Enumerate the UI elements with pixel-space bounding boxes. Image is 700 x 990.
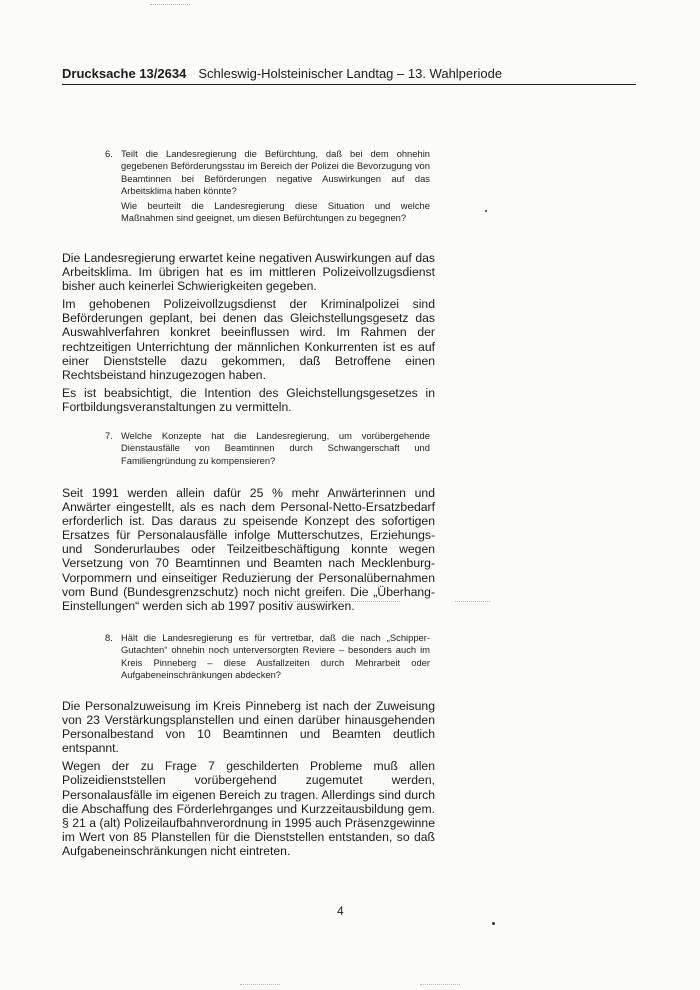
scan-artifact	[290, 601, 400, 602]
question-text: Teilt die Landesregierung die Befürchtung, daß bei dem ohnehin gegebenen Beförderungsstau im Bereich der Polizei die Bevorzugung von Beamtinnen bei Beförderungen negative Auswirkungen auf das Arbeitsklima haben könnte?	[121, 148, 430, 196]
question-text: Wie beurteilt die Landesregierung diese Situation und welche Maßnahmen sind geeignet, um diesen Befürchtungen zu begegnen?	[121, 200, 430, 224]
scan-artifact	[150, 4, 190, 5]
answer-paragraph: Die Landesregierung erwartet keine negativen Auswirkungen auf das Arbeitsklima. Im übrigen hat es im mittleren Polizeivollzugsdienst bisher auch keinerlei Schwierigkeiten gegeben.	[62, 251, 435, 294]
scan-artifact	[455, 601, 490, 602]
question-7	[105, 430, 430, 470]
answer-6	[62, 251, 435, 418]
answer-paragraph: Die Personalzuweisung im Kreis Pinneberg ist nach der Zuweisung von 23 Verstärkungsplanstellen und einen darüber hinausgehenden Personalbestand von 10 Beamtinnen und Beamten deutlich entspannt.	[62, 699, 435, 756]
question-text: Hält die Landesregierung es für vertretbar, daß die nach „Schipper-Gutachten“ ohnehin noch unterversorgten Reviere – besonders auch im Kreis Pinneberg – diese Ausfallzeiten durch Mehrarbeit oder Aufgabeneinschränkungen abdecken?	[121, 632, 430, 680]
page-number: 4	[337, 904, 344, 918]
scan-artifact	[240, 984, 280, 985]
parliament-label: Schleswig-Holsteinischer Landtag – 13. Wahlperiode	[198, 66, 503, 81]
question-text: Welche Konzepte hat die Landesregierung, um vorübergehende Dienstausfälle von Beamtinnen durch Schwangerschaft und Familiengründung zu kompensieren?	[121, 430, 430, 466]
document-number: Drucksache 13/2634	[62, 66, 187, 81]
question-8	[105, 632, 430, 684]
answer-7	[62, 486, 435, 617]
scan-artifact	[420, 984, 460, 985]
question-6	[105, 148, 430, 228]
answer-paragraph: Es ist beabsichtigt, die Intention des Gleichstellungsgesetzes in Fortbildungsveranstaltungen zu vermitteln.	[62, 385, 435, 414]
answer-paragraph: Wegen der zu Frage 7 geschilderten Probleme muß allen Polizeidienststellen vorübergehend zugemutet werden, Personalausfälle im eigenen Bereich zu tragen. Allerdings sind durch die Abschaffung des Förderlehrganges und Kurzzeitausbildung gem. § 21 a (alt) Polizeilaufbahnverordnung in 1995 auch Präsenzgewinne im Wert von 85 Planstellen für die Dienststellen entstanden, so daß Aufgabeneinschränkungen nicht eintreten.	[62, 759, 435, 858]
header-rule	[62, 84, 636, 85]
question-number: 8.	[105, 632, 113, 643]
answer-paragraph: Seit 1991 werden allein dafür 25 % mehr Anwärterinnen und Anwärter eingestellt, als es nach dem Personal-Netto-Ersatzbedarf erforderlich ist. Das daraus zu speisende Konzept des sofortigen Ersatzes für Personalausfälle infolge Mutterschutzes, Erziehungs- und Sonderurlaubes oder Teilzeitbeschäftigung konnte wegen Versetzung von 70 Beamtinnen und Beamten nach Mecklenburg-Vorpommern und einseitiger Reduzierung der Personalübernahmen vom Bund (Bundesgrenzschutz) noch nicht greifen. Die „Überhang-Einstellungen“ werden sich ab 1997 positiv auswirken.	[62, 486, 435, 613]
question-number: 6.	[105, 148, 113, 159]
answer-paragraph: Im gehobenen Polizeivollzugsdienst der Kriminalpolizei sind Beförderungen geplant, bei denen das Gleichstellungsgesetz das Auswahlverfahren konkret beeinflussen wird. Im Rahmen der rechtzeitigen Unterrichtung der männlichen Konkurrenten ist es auf einer Dienststelle dazu gekommen, daß Betroffene einen Rechtsbeistand hinzugezogen haben.	[62, 297, 435, 382]
question-number: 7.	[105, 430, 113, 441]
page-header	[62, 66, 636, 82]
scan-speck	[492, 922, 495, 925]
scan-speck	[485, 210, 487, 212]
answer-8	[62, 699, 435, 862]
